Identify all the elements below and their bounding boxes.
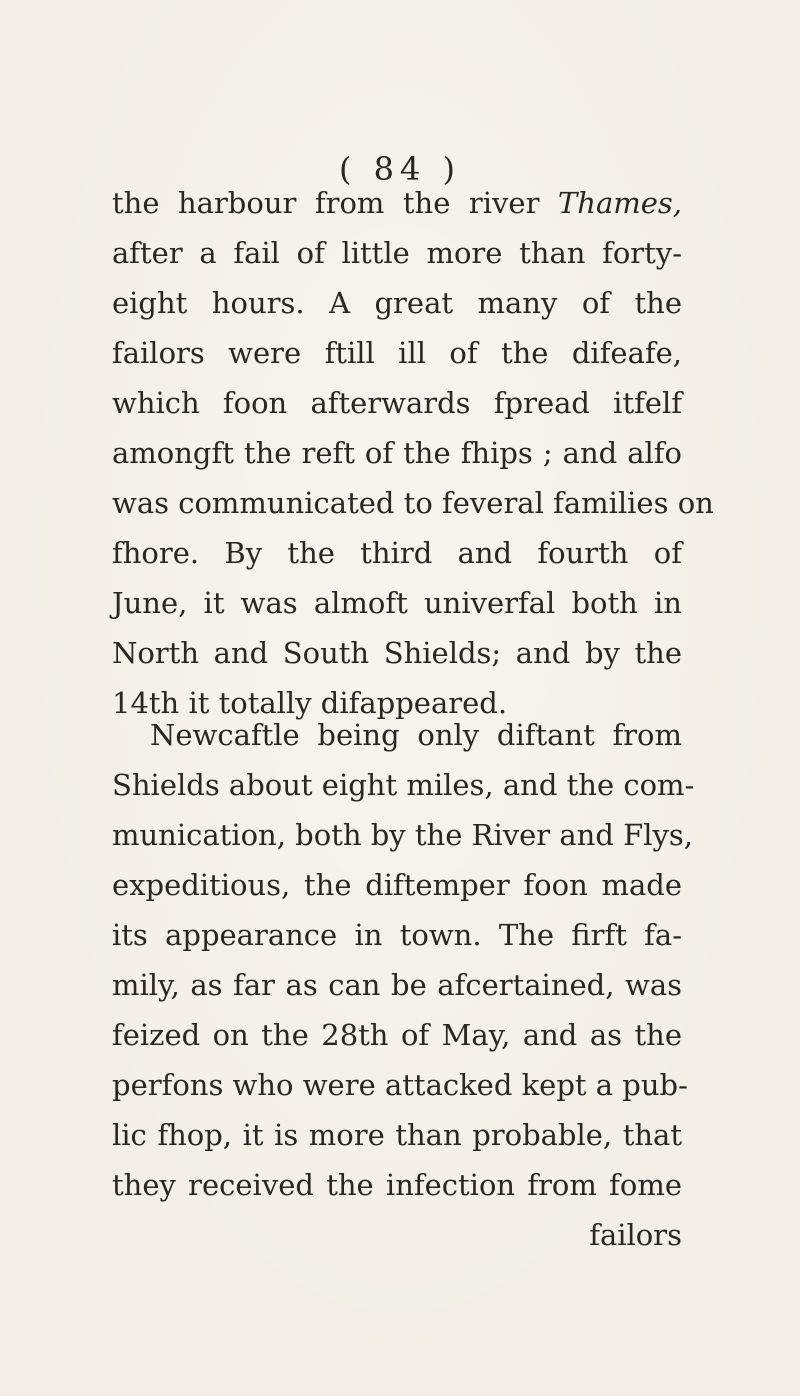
text-line: Shields about eight miles, and the com- xyxy=(112,768,695,802)
text-line-content: the harbour from the river xyxy=(112,186,558,220)
text-line: which foon afterwards fpread itfelf xyxy=(112,386,682,420)
text-line: failors were ftill ill of the difeafe, xyxy=(112,336,682,370)
text-line: was communicated to feveral families on xyxy=(112,486,714,520)
text-line: fhore. By the third and fourth of xyxy=(112,536,682,570)
text-line: Newcaftle being only diftant from xyxy=(150,718,682,752)
catchword: failors xyxy=(589,1218,682,1252)
text-line: perfons who were attacked kept a pub- xyxy=(112,1068,688,1102)
text-line: lic fhop, it is more than probable, that xyxy=(112,1118,682,1152)
text-line: its appearance in town. The firft fa- xyxy=(112,918,682,952)
text-line: after a fail of little more than forty- xyxy=(112,236,682,270)
text-line-italic: Thames, xyxy=(557,186,682,220)
text-line: they received the infection from fome xyxy=(112,1168,682,1202)
text-line: North and South Shields; and by the xyxy=(112,636,682,670)
page-number-header: ( 84 ) xyxy=(338,150,462,188)
text-line: mily, as far as can be afcertained, was xyxy=(112,968,682,1002)
text-line xyxy=(112,178,682,228)
text-line: eight hours. A great many of the xyxy=(112,286,682,320)
paragraph-2 xyxy=(112,710,695,1260)
paragraph-1 xyxy=(112,178,714,728)
text-line: expeditious, the diftemper foon made xyxy=(112,868,682,902)
text-line: munication, both by the River and Flys, xyxy=(112,818,693,852)
text-line: June, it was almoft univerfal both in xyxy=(112,586,682,620)
text-line: 14th it totally difappeared. xyxy=(112,686,508,720)
text-line: amongft the reft of the fhips ; and alfo xyxy=(112,436,682,470)
text-line: feized on the 28th of May, and as the xyxy=(112,1018,682,1052)
